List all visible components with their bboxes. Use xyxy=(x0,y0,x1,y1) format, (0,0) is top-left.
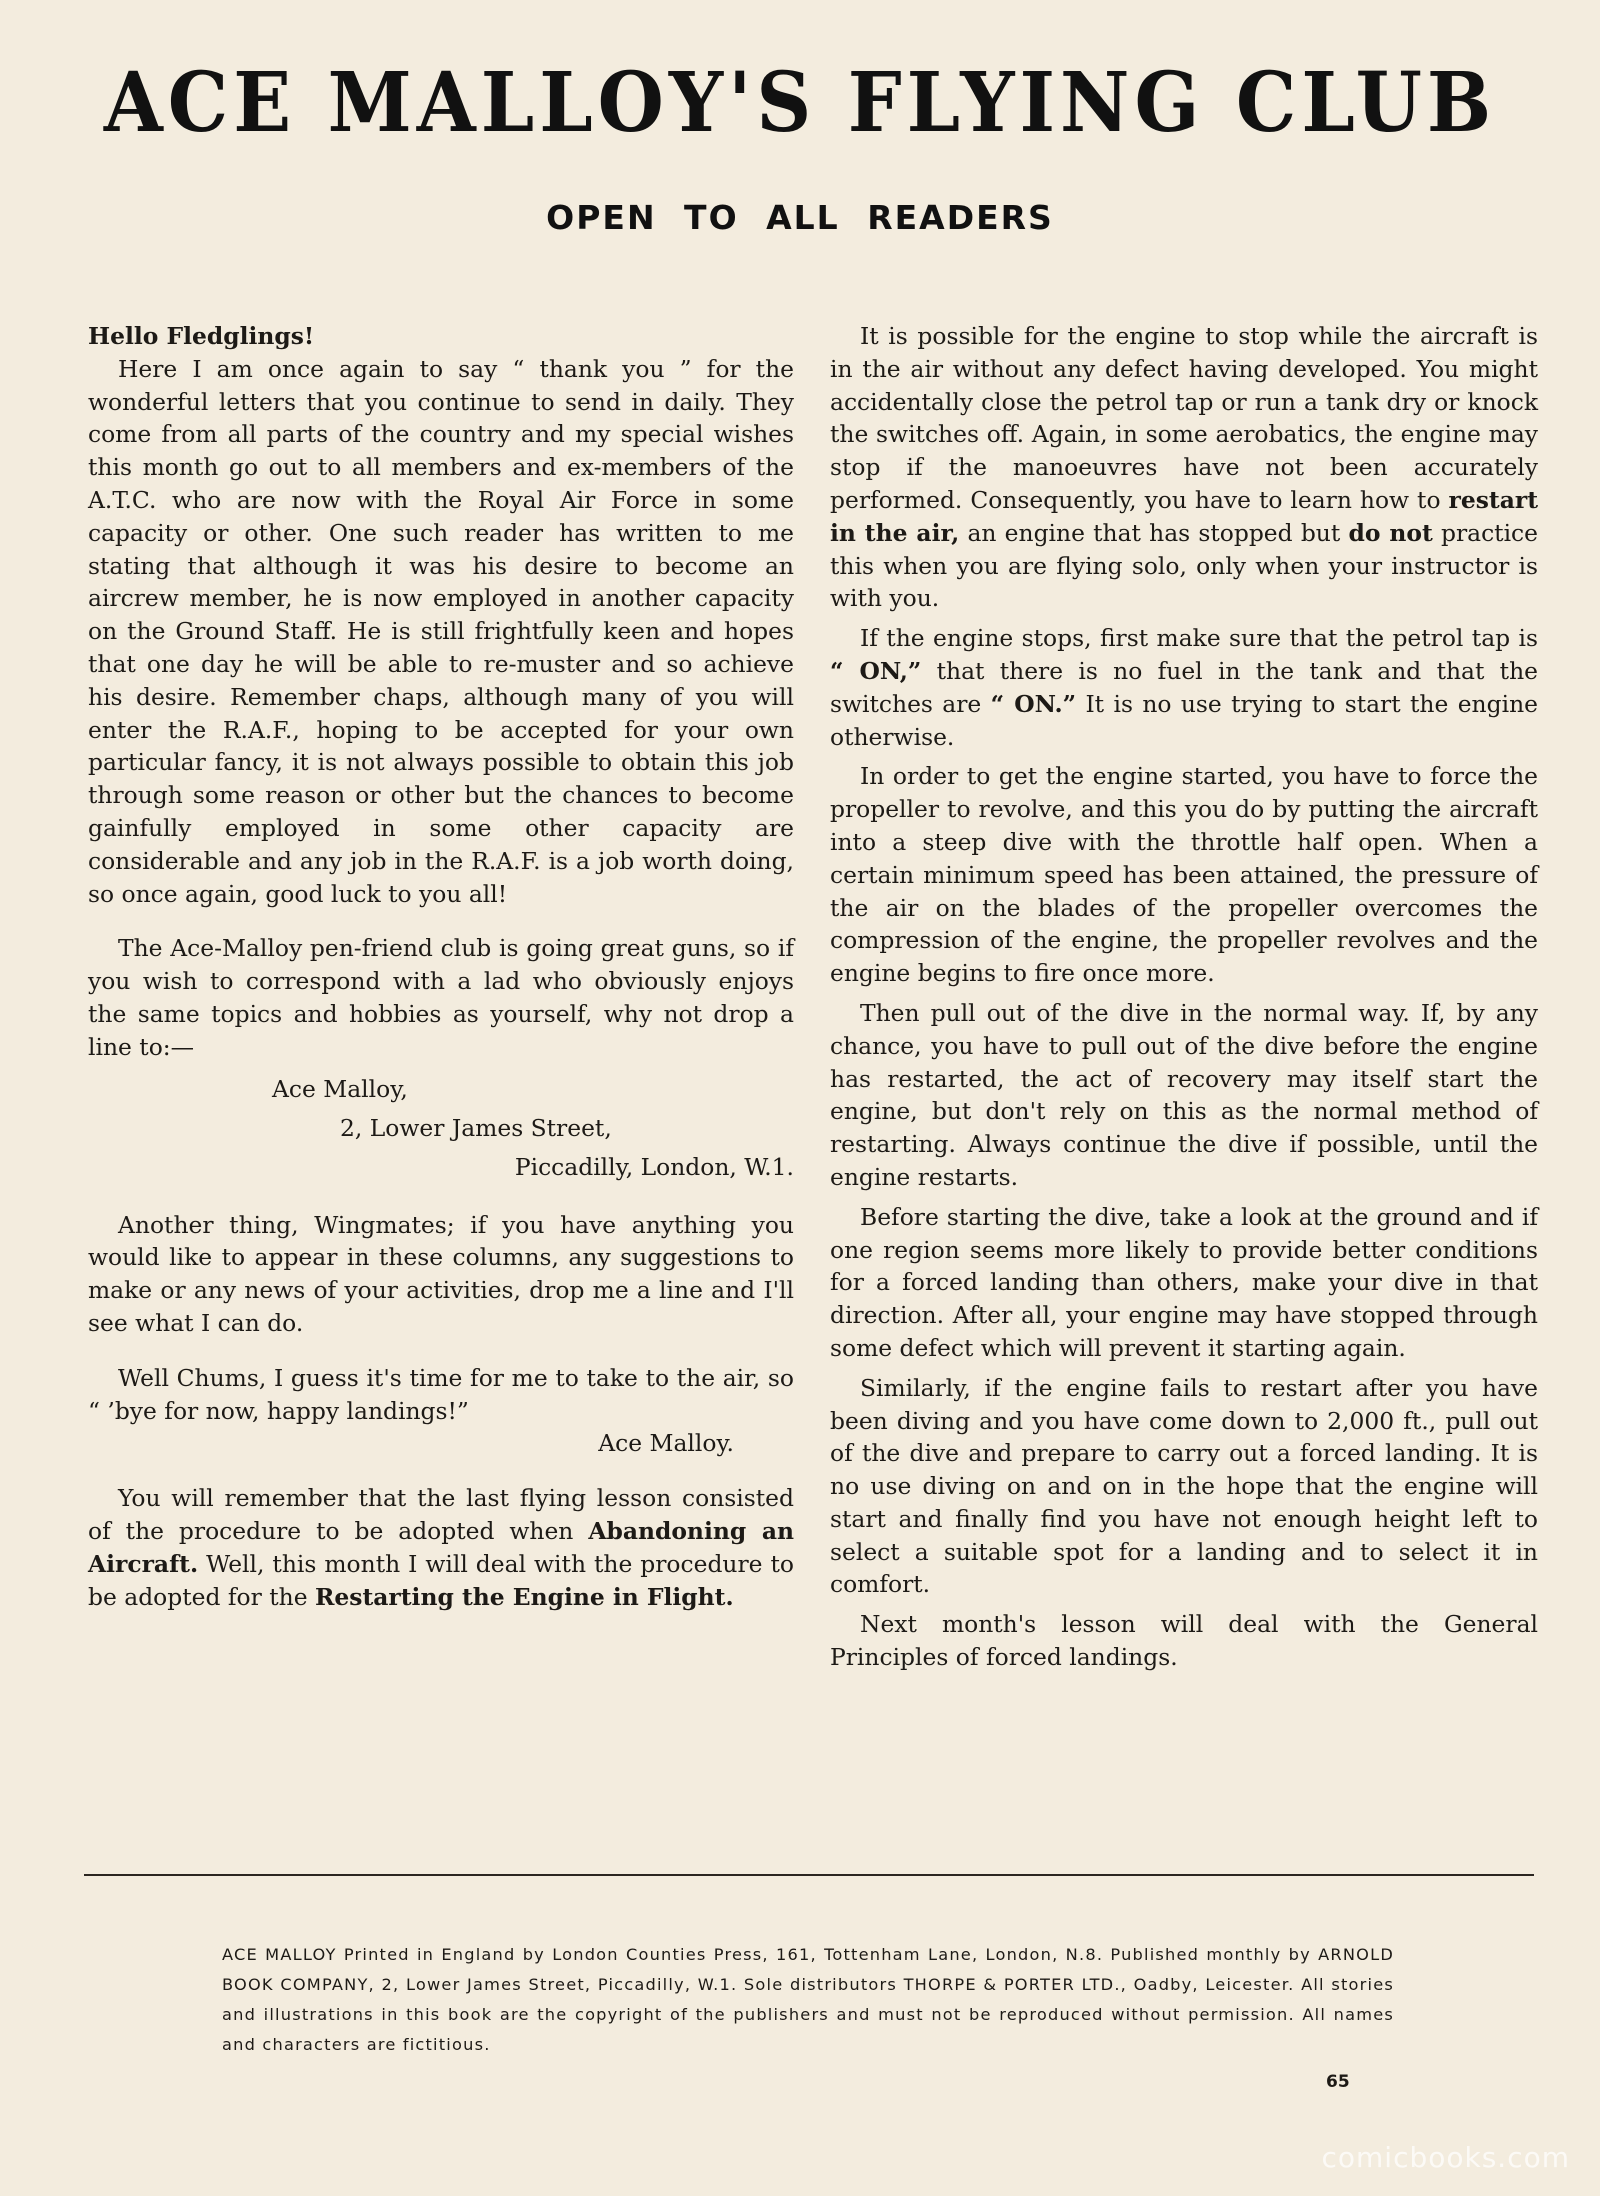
emphasis-text: Abandoning an Aircraft. xyxy=(88,1516,794,1578)
signature: Ace Malloy. xyxy=(598,1429,734,1458)
page-subtitle: OPEN TO ALL READERS xyxy=(546,198,1054,237)
paragraph: Next month's lesson will deal with the General Principles of forced landings. xyxy=(830,1610,1538,1672)
page-title: ACE MALLOY'S FLYING CLUB xyxy=(103,54,1497,151)
page-number: 65 xyxy=(1326,2072,1350,2092)
greeting: Hello Fledglings! xyxy=(88,322,315,350)
address-line: Ace Malloy, xyxy=(272,1074,408,1103)
address-line: 2, Lower James Street, xyxy=(340,1113,612,1142)
paragraph: Well Chums, I guess it's time for me to take to the air, so “ ’bye for now, happy landings!” xyxy=(88,1363,794,1425)
paragraph-text: You will remember that the last flying lesson consisted of the procedure to be adopted when xyxy=(88,1484,794,1545)
emphasis-text: do not xyxy=(1348,518,1433,547)
address-block xyxy=(88,1070,794,1187)
paragraph: Then pull out of the dive in the normal way. If, by any chance, you have to pull out of the dive before the engine has restarted, the act of recovery may itself start the engine, but don't rely on this as the normal method of restarting. Always continue the dive if possible, until the engine restarts. xyxy=(830,998,1538,1191)
paragraph-text: practice this when you are flying solo, only when your instructor is with you. xyxy=(830,518,1538,613)
address-line: Piccadilly, London, W.1. xyxy=(514,1152,794,1181)
paragraph: Before starting the dive, take a look at the ground and if one region seems more likely to provide better conditions for a forced landing than others, make your dive in that direction. After all, your engine may have stopped through some defect which will prevent it starting again. xyxy=(830,1202,1538,1362)
paragraph xyxy=(830,622,1538,753)
paragraph-text: It is no use trying to start the engine otherwise. xyxy=(830,689,1538,751)
paragraph: Here I am once again to say “ thank you ” for the wonderful letters that you continue to send in daily. They come from all parts of the country and my special wishes this month go out to all members and ex-members of the A.T.C. who are now with the Royal Air Force in some capacity or other. One such reader has written to me stating that although it was his desire to become an aircrew member, he is now employed in another capacity on the Ground Staff. He is still frightfully keen and hopes that one day he will be able to re-muster and so achieve his desire. Remember chaps, although many of you will enter the R.A.F., hoping to be accepted for your own particular fancy, it is not always possible to obtain this job through some reason or other but the chances to become gainfully employed in some other capacity are considerable and any job in the R.A.F. is a job worth doing, so once again, good luck to you all! xyxy=(88,354,794,908)
paragraph-text: an engine that has stopped but xyxy=(959,518,1349,547)
paragraph-text: that there is no fuel in the tank and that the switches are xyxy=(830,656,1538,718)
paragraph: Similarly, if the engine fails to restart after you have been diving and you have come down to 2,000 ft., pull out of the dive and prepare to carry out a forced landing. It is no use diving on and on in the hope that the engine will start and finally find you have not enough height left to select a suitable spot for a landing and to select it in comfort. xyxy=(830,1373,1538,1599)
paragraph-text: Well, this month I will deal with the procedure to be adopted for the xyxy=(88,1549,794,1611)
paragraph: Another thing, Wingmates; if you have anything you would like to appear in these columns, any suggestions to make or any news of your activities, drop me a line and I'll see what I can do. xyxy=(88,1210,794,1337)
publisher-footer: ACE MALLOY Printed in England by London Counties Press, 161, Tottenham Lane, London, N.8. Published monthly by ARNOLD BOOK COMPANY, 2, Lower James Street, Piccadilly, W.1. Sole distributors THORPE & PORTER LTD., Oadby, Leicester. All stories and illustrations in this book are the copyright of the publishers and must not be reproduced without permission. All names and characters are fictitious. xyxy=(222,1945,1394,2054)
paragraph-text: If the engine stops, first make sure that the petrol tap is xyxy=(860,624,1538,653)
paragraph: The Ace-Malloy pen-friend club is going great guns, so if you wish to correspond with a lad who obviously enjoys the same topics and hobbies as yourself, why not drop a line to:— xyxy=(88,934,794,1061)
paragraph: In order to get the engine started, you have to force the propeller to revolve, and this you do by putting the aircraft into a steep dive with the throttle half open. When a certain minimum speed has been attained, the pressure of the air on the blades of the propeller overcomes the compression of the engine, the propeller revolves and the engine begins to fire once more. xyxy=(830,762,1538,988)
emphasis-text: restart in the air, xyxy=(830,485,1538,547)
site-watermark: comicbooks.com xyxy=(1321,2141,1570,2174)
paragraph xyxy=(830,320,1538,615)
footer-divider xyxy=(84,1874,1534,1876)
paragraph xyxy=(88,1482,794,1613)
emphasis-text: Restarting the Engine in Flight. xyxy=(314,1582,734,1611)
paragraph-text: It is possible for the engine to stop while the aircraft is in the air without any defect having developed. You might accidentally close the petrol tap or run a tank dry or knock the switches off. Again, in some aerobatics, the engine may stop if the manoeuvres have not been accurately performed. Consequently, you have to learn how to xyxy=(830,322,1538,514)
left-column xyxy=(88,320,794,1613)
right-column xyxy=(830,320,1538,1674)
emphasis-text: “ ON,” xyxy=(830,656,922,685)
emphasis-text: “ ON.” xyxy=(990,689,1077,718)
